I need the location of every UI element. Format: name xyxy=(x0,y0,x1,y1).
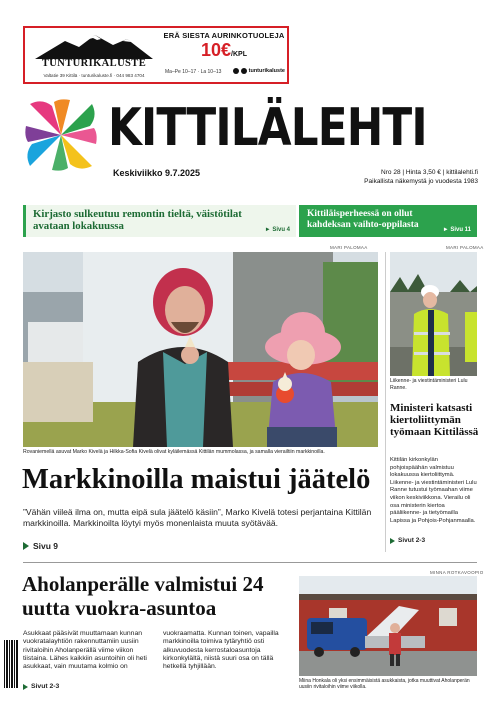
side-body: Kittilän kirkonkylän pohjoispäähän valmistuu lokakuussa kiertoliittymä. Liikenne- ja viestintäministeri Lulu Ranne tutustui työmaahan viime viikon keskiviikkona. Vierailu oli osa ministerin kiertoa pääliikenne- ja tietyömailla Lapissa ja Pohjois-Pohjanmaalla. xyxy=(390,457,477,524)
issue-date: Keskiviikko 9.7.2025 xyxy=(113,168,201,178)
bottom-body: Asukkaat pääsivät muuttamaan kunnan vuokratalayhtiön rakennuttamiin uusiin rivitaloihin Aholanperällä viime viikon tiistaina. Lähes kaikkiin asuntoihin oli heti asukkaat, vain muutama kolmio on vuokraamatta. Kunnan toinen, vapailla markkinoilla toimiva tytäryhtiö osti alkuvuodesta kerrostaloasuntoja kirkonkylältä, niistä suuri osa on tällä hetkellä tyhjillään. xyxy=(23,630,279,671)
side-headline[interactable]: Ministeri katsasti kiertoliittymän työmaan Kittilässä xyxy=(390,402,479,438)
bottom-photo-caption: Miina Honkala oli yksi ensimmäisistä asukkaista, jotka muuttivat Aholanperän uusiin rivitaloihin viime viikolla. xyxy=(299,678,470,691)
main-page-link[interactable] xyxy=(23,541,58,551)
arrow-triangle-icon xyxy=(23,684,28,690)
ad-unit: /KPL xyxy=(231,51,247,58)
teaser-library[interactable] xyxy=(23,205,296,237)
main-photo-caption: Rovaniemellä asuvat Marko Kivelä ja Hilkka-Sofia Kivelä olivat kyläilemässä Kittilän mummolassa, ja samalla vierailtiin markkinoilla. xyxy=(23,449,325,455)
pinwheel-logo-icon[interactable] xyxy=(22,96,100,174)
ad-social xyxy=(233,68,285,74)
main-headline[interactable]: Markkinoilla maistui jäätelö xyxy=(22,464,371,495)
ad-social-handle: tunturikaluste xyxy=(248,68,285,74)
main-photo-illustration xyxy=(23,252,378,447)
ad-address: Valtatie 39 Kittilä · tunturikaluste.fi · 044 983 4704 xyxy=(43,73,145,78)
ad-offer: ERÄ SIESTA AURINKOTUOLEJA xyxy=(163,31,285,40)
ad-hours: Ma–Pe 10–17 · La 10–13 xyxy=(165,69,222,75)
column-divider xyxy=(385,252,386,552)
ad-banner[interactable] xyxy=(23,26,289,84)
teaser-link: ► Sivu 4 xyxy=(264,227,290,233)
photo-credit: MARI PALOMAA xyxy=(330,245,368,250)
masthead-tagline: Paikallista näkemystä jo vuodesta 1983 xyxy=(364,178,478,185)
teaser-title: Kittiläisperheessä on ollut kahdeksan vaihto-oppilasta xyxy=(307,209,419,230)
ad-price: 10€ xyxy=(201,40,232,60)
section-divider xyxy=(23,562,477,563)
arrow-triangle-icon xyxy=(23,542,29,550)
main-lead: ”Vähän viileä ilma on, mutta eipä sula jäätelö käsiin”, Marko Kivelä totesi perjantaina Kittilän markkinoilla. Markkinoilta löytyi myös monenlaista muuta syötävää. xyxy=(23,507,372,529)
teaser-title: Kirjasto sulkeutuu remontin tieltä, väistötilat avataan lokakuussa xyxy=(33,208,242,232)
side-photo-caption: Liikenne- ja viestintäministeri Lulu Ranne. xyxy=(390,378,468,391)
bottom-page-link-label: Sivut 2-3 xyxy=(31,683,60,690)
photo-credit: MINNA ROTKAVOOPIO xyxy=(430,570,484,575)
photo-credit: MARI PALOMAA xyxy=(446,245,484,250)
barcode-icon xyxy=(4,640,18,688)
side-photo-illustration xyxy=(390,252,477,376)
side-page-link[interactable] xyxy=(390,537,425,544)
main-story-photo[interactable] xyxy=(23,252,378,447)
bottom-headline[interactable]: Aholanperälle valmistui 24 uutta vuokra-asuntoa xyxy=(22,572,264,620)
teaser-accent-bar xyxy=(23,205,26,237)
ad-logo xyxy=(29,31,159,81)
ad-brand: TUNTURIKALUSTE xyxy=(41,58,147,69)
masthead-title[interactable]: KITTILÄLEHTI xyxy=(108,98,427,158)
facebook-icon xyxy=(241,68,247,74)
teaser-exchange-students[interactable] xyxy=(299,205,477,237)
arrow-triangle-icon xyxy=(390,538,395,544)
bottom-story-photo[interactable] xyxy=(299,576,477,676)
bottom-page-link[interactable] xyxy=(23,683,59,690)
mountain-logo-icon xyxy=(35,33,153,59)
teaser-link: ► Sivu 11 xyxy=(442,227,471,233)
bottom-photo-illustration xyxy=(299,576,477,676)
instagram-icon xyxy=(233,68,239,74)
issue-meta xyxy=(364,168,478,186)
side-story-photo[interactable] xyxy=(390,252,477,376)
main-page-link-label: Sivu 9 xyxy=(33,541,59,551)
issue-info: Nro 28 | Hinta 3,50 € | kittilalehti.fi xyxy=(381,169,478,176)
side-page-link-label: Sivut 2-3 xyxy=(398,537,426,544)
ad-price-row xyxy=(161,40,287,61)
